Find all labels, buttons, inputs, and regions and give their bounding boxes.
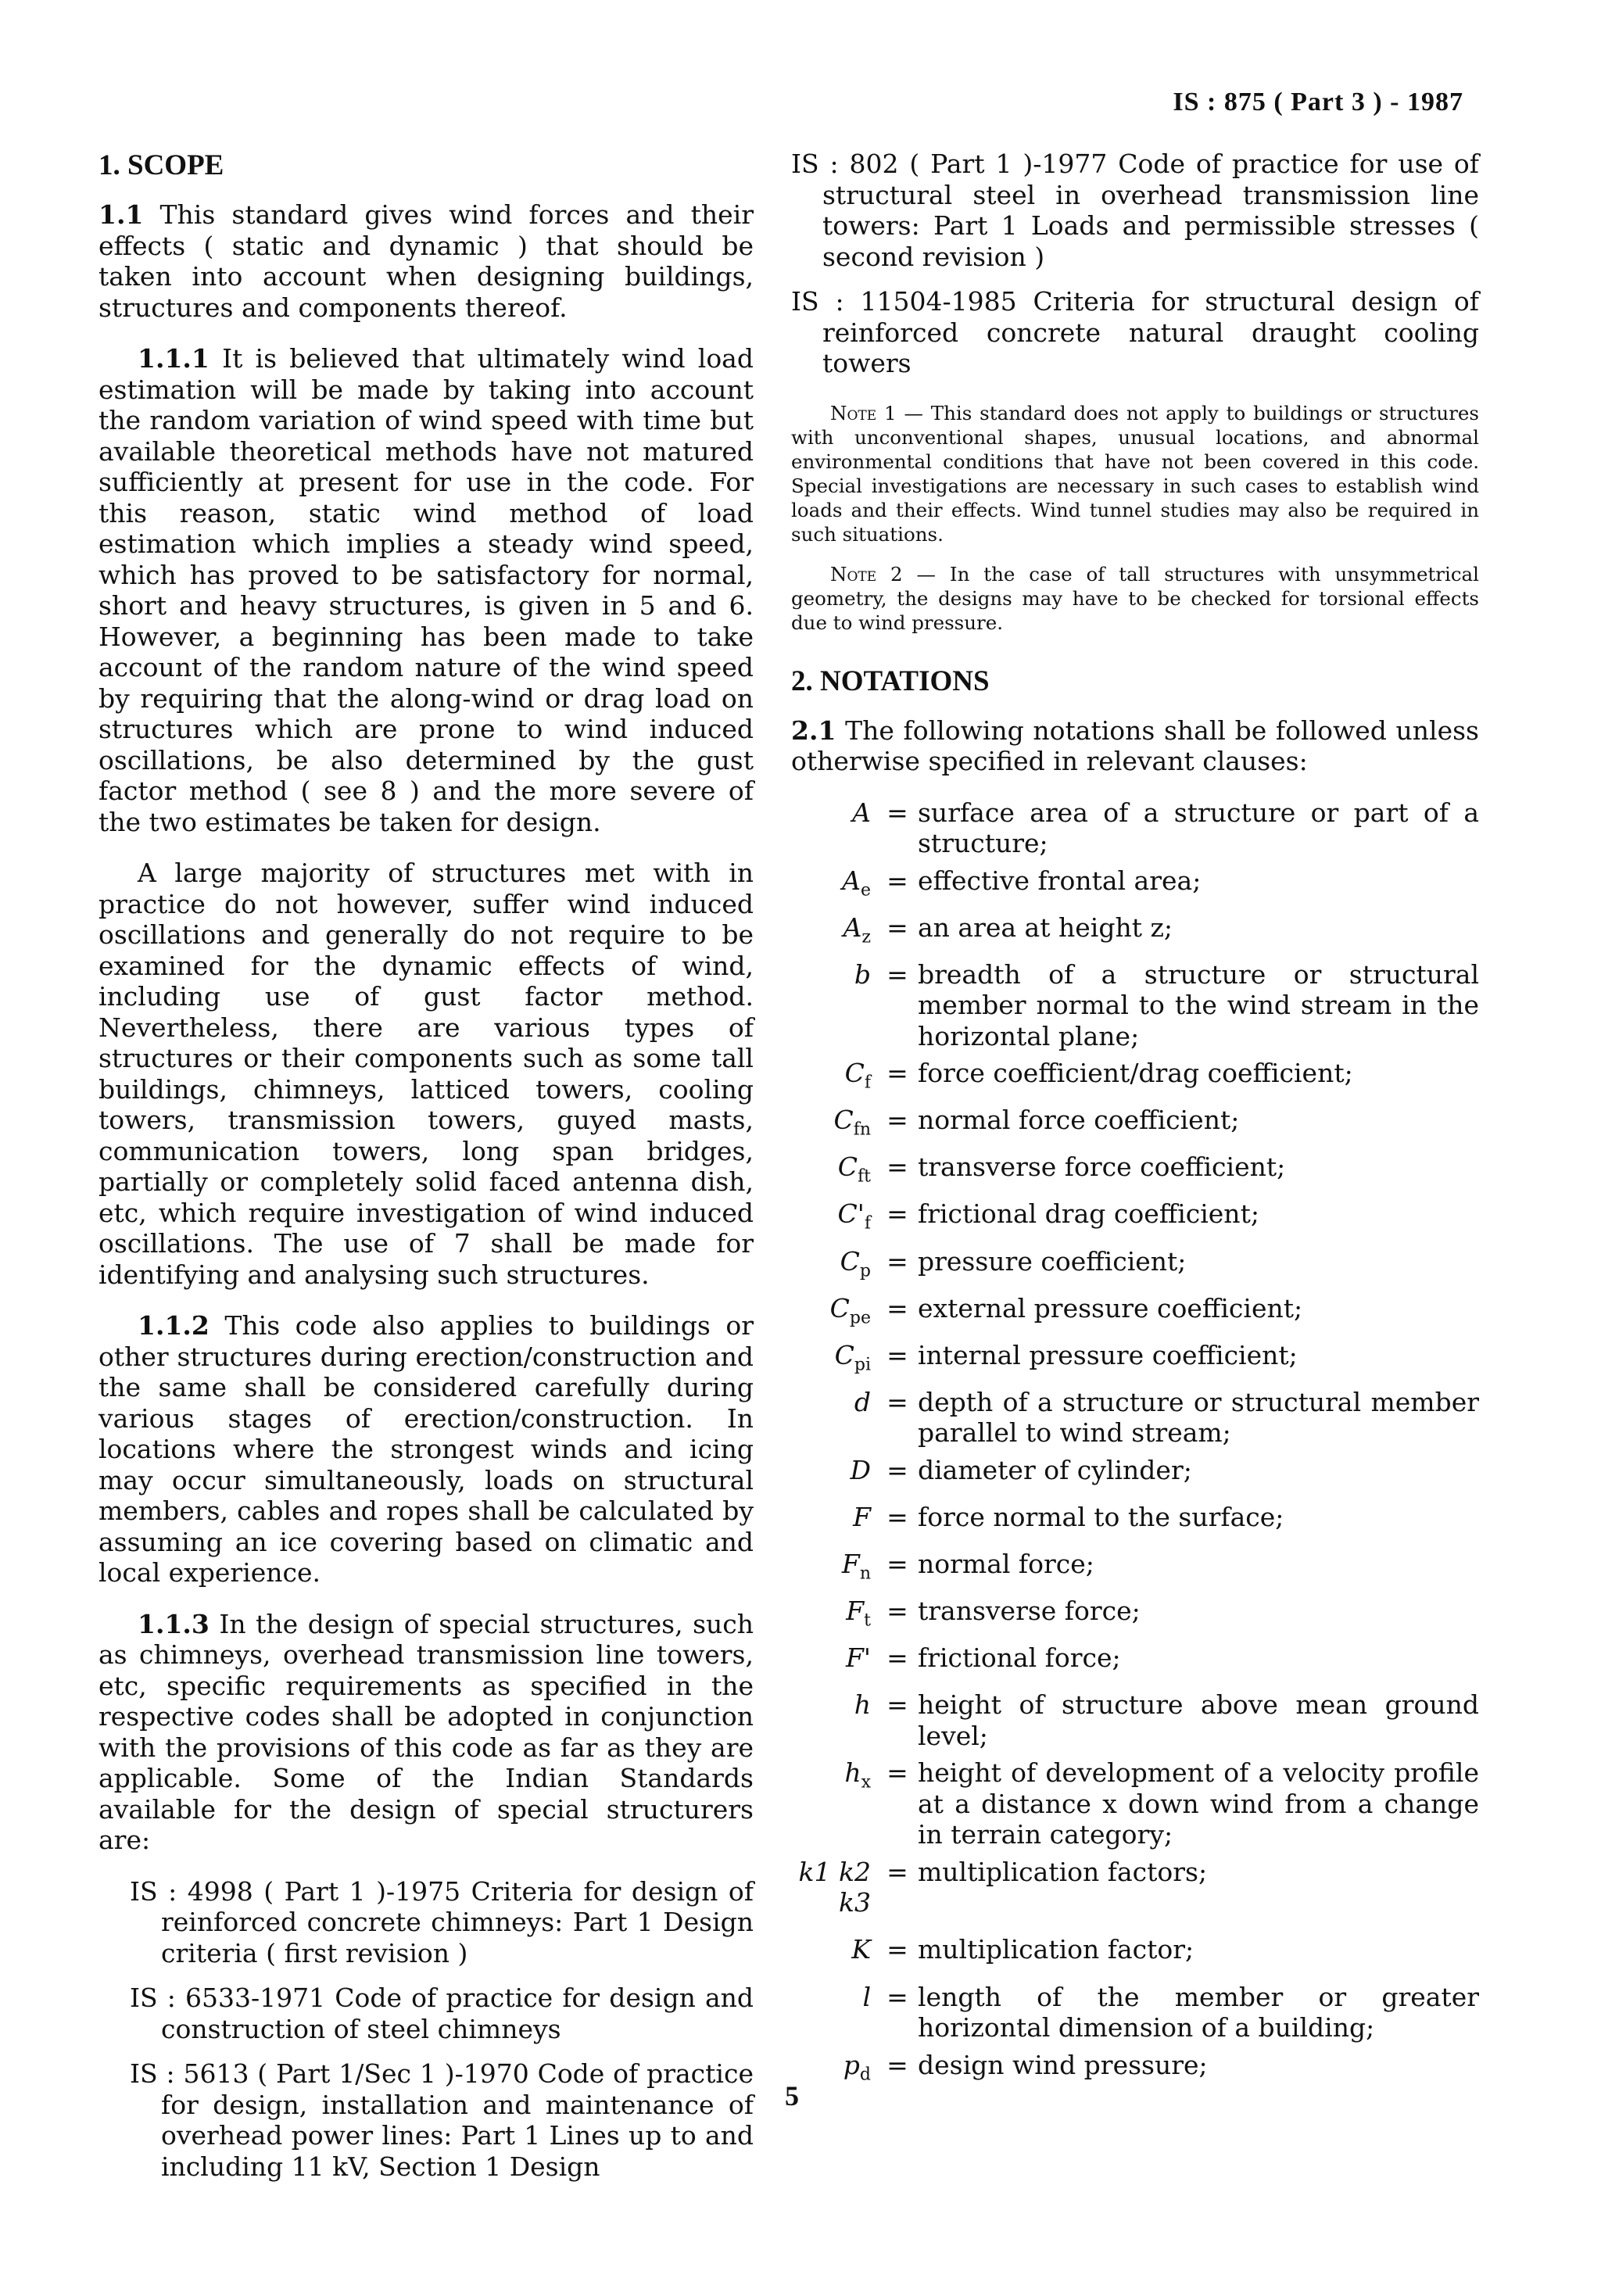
notation-symbol: $C_p$ [840,1245,871,1281]
notation-definition: breadth of a structure or structural member normal to the wind stream in the horizontal plane; [918,958,1479,1051]
equals-sign: = [886,865,908,896]
notation-definition: pressure coefficient; [918,1245,1187,1277]
notation-definition: length of the member or greater horizontal dimension of a building; [918,1981,1479,2043]
notation-symbol: $C_{ft}$ [837,1152,871,1187]
left-column [98,149,754,2204]
notation-definition: effective frontal area; [918,865,1202,896]
notation-symbol: $C_{fn}$ [833,1105,871,1140]
notation-definition: diameter of cylinder; [918,1454,1192,1485]
notation-definition: normal force coefficient; [918,1105,1240,1136]
clause-text: This code also applies to buildings or other structures during erection/construction and the same shall be considered carefully during various stages of erection/construction. In locations where the strongest winds and icing may occur simultaneously, loads on structural members, cables and ropes shall be calculated by assuming an ice covering based on climatic and local experience. [98,1310,754,1588]
notation-definition: an area at height z; [918,912,1173,943]
notation-row [791,1152,1479,1192]
equals-sign: = [886,1386,908,1417]
notation-definition: external pressure coefficient; [918,1292,1303,1324]
equals-sign: = [886,1501,908,1532]
notation-definition: surface area of a structure or part of a structure; [918,797,1479,858]
note-2 [791,562,1479,635]
notation-symbol: d [854,1386,871,1417]
notation-definition: height of structure above mean ground level; [918,1689,1479,1751]
equals-sign: = [886,1454,908,1485]
notation-row [791,1105,1479,1145]
notation-definition: multiplication factors; [918,1856,1208,1887]
notation-row [791,1502,1479,1542]
equals-sign: = [886,1292,908,1324]
note-1 [791,401,1479,546]
notation-row [791,1387,1479,1449]
notation-row [791,1642,1479,1683]
clause-text: The following notations shall be followed unless otherwise specified in relevant clauses: [791,715,1479,776]
notation-symbol: A [852,797,871,828]
equals-sign: = [886,1245,908,1277]
equals-sign: = [886,1596,908,1627]
notation-row [791,1549,1479,1589]
equals-sign: = [886,1058,908,1089]
standard-reference: IS : 11504-1985 Criteria for structural design of reinforced concrete natural draught cooling towers [791,286,1479,378]
notation-symbol: h [854,1689,871,1721]
right-column [791,149,1479,2097]
standards-list-right [791,149,1479,379]
clause-text: This standard gives wind forces and their effects ( static and dynamic ) that should be taken into account when designing buildings, structures and components thereof. [98,199,754,323]
equals-sign: = [886,1856,908,1887]
notation-definition: height of development of a velocity profile at a distance x down wind from a change in terrain category; [918,1757,1479,1850]
notation-definition: frictional force; [918,1642,1121,1674]
notation-row [791,959,1479,1052]
equals-sign: = [886,1757,908,1789]
clause-number: 2.1 [791,715,836,746]
notation-row [791,2050,1479,2090]
scope-heading: 1. SCOPE [98,149,224,181]
clause-number: 1.1 [98,199,144,230]
notation-row [791,1455,1479,1495]
notation-row [791,865,1479,906]
notation-definition: frictional drag coefficient; [918,1198,1259,1230]
notation-definition: force coefficient/drag coefficient; [918,1058,1353,1089]
clause-1-1-1 [98,343,754,837]
notation-symbol: F' [846,1642,871,1674]
clause-1-1 [98,199,754,323]
notation-row [791,1198,1479,1239]
notation-definition: transverse force coefficient; [918,1152,1286,1183]
clause-number: 1.1.3 [138,1608,210,1639]
notation-row [791,1982,1479,2043]
clause-1-1-3 [98,1609,754,1856]
notation-row [791,1757,1479,1850]
note-label: Note 1 [830,401,897,424]
notation-row [791,1058,1479,1098]
notation-symbol: $F_t$ [846,1596,871,1631]
equals-sign: = [886,1549,908,1580]
equals-sign: = [886,1339,908,1370]
equals-sign: = [886,1152,908,1183]
equals-sign: = [886,2049,908,2080]
equals-sign: = [886,1105,908,1136]
note-text: — In the case of tall structures with unsymmetrical geometry, the designs may have to be checked for torsional effects due to wind pressure. [791,562,1479,634]
clause-number: 1.1.2 [138,1310,210,1341]
notation-definition: transverse force; [918,1596,1141,1627]
standards-list-left [98,1876,754,2183]
equals-sign: = [886,1642,908,1674]
notation-definition: force normal to the surface; [918,1501,1284,1532]
notation-definition: internal pressure coefficient; [918,1339,1298,1370]
notation-symbol: b [854,958,871,990]
standard-reference: IS : 802 ( Part 1 )-1977 Code of practice for use of structural steel in overhead transmission line towers: Part 1 Loads and permissible stresses ( second revision ) [791,149,1479,272]
notation-symbol: $p_d$ [843,2049,871,2085]
clause-1-1-2 [98,1310,754,1589]
clause-text: It is believed that ultimately wind load estimation will be made by taking into account the random variation of wind speed with time but available theoretical methods have not matured sufficiently at present for use in the code. For this reason, static wind method of load estimation which implies a steady wind speed, which has proved to be satisfactory for normal, short and heavy structures, is given in 5 and 6. However, a beginning has been made to take account of the random nature of the wind speed by requiring that the along-wind or drag load on structures which are prone to wind induced oscillations, be also determined by the gust factor method ( see 8 ) and the more severe of the two estimates be taken for design. [98,343,754,837]
notation-symbol: $F_n$ [841,1549,871,1584]
notation-definition: depth of a structure or structural member parallel to wind stream; [918,1386,1479,1449]
equals-sign: = [886,797,908,828]
notation-row [791,1293,1479,1334]
equals-sign: = [886,958,908,990]
notation-symbol: K [851,1934,871,1965]
notations-heading: 2. NOTATIONS [791,664,990,697]
equals-sign: = [886,1934,908,1965]
notation-symbol: $h_x$ [844,1757,871,1793]
equals-sign: = [886,1981,908,2012]
clause-2-1 [791,715,1479,777]
notation-row [791,912,1479,953]
standard-reference: IS : 6533-1971 Code of practice for design and construction of steel chimneys [130,1983,754,2044]
clause-text: In the design of special structures, such as chimneys, overhead transmission line towers, etc, specific requirements as specified in the respective codes shall be adopted in conjunction with the provisions of this code as far as they are applicable. Some of the Indian Standards available for the design of special structurers are: [98,1608,754,1855]
clause-number: 1.1.1 [138,343,210,374]
notation-symbol: $C'_f$ [837,1198,871,1234]
notation-symbol: F [853,1501,871,1532]
notation-row [791,1596,1479,1636]
notation-row [791,1689,1479,1751]
note-label: Note 2 [830,562,903,586]
standard-header: IS : 875 ( Part 3 ) - 1987 [1173,88,1463,116]
equals-sign: = [886,912,908,943]
notation-definition: multiplication factor; [918,1934,1194,1965]
notation-row [791,1934,1479,1975]
notation-symbol: k1 k2 k3 [798,1856,871,1918]
notation-symbol: $C_f$ [844,1058,871,1093]
notation-symbol: $A_z$ [843,912,871,947]
equals-sign: = [886,1689,908,1721]
notation-symbol: $A_e$ [842,865,871,901]
paragraph-majority: A large majority of structures met with in practice do not however, suffer wind induced oscillations and generally do not require to be examined for the dynamic effects of wind, including use of gust factor method. Nevertheless, there are various types of structures or their components such as some tall buildings, chimneys, latticed towers, cooling towers, transmission towers, guyed masts, communication towers, long span bridges, partially or completely solid faced antenna dish, etc, which require investigation of wind induced oscillations. The use of 7 shall be made for identifying and analysing such structures. [98,858,754,1290]
note-text: — This standard does not apply to buildings or structures with unconventional shapes, unusual locations, and abnormal environmental conditions that have not been covered in this code. Special investigations are necessary in such cases to establish wind loads and their effects. Wind tunnel studies may also be required in such situations. [791,401,1479,546]
notation-list [791,797,1479,2090]
notation-row [791,1246,1479,1287]
notation-definition: design wind pressure; [918,2049,1208,2080]
equals-sign: = [886,1198,908,1230]
notation-symbol: l [862,1981,871,2012]
notation-row [791,1857,1479,1929]
page-number: 5 [785,2080,799,2112]
notation-symbol: $C_{pi}$ [834,1339,871,1375]
notation-definition: normal force; [918,1549,1094,1580]
standard-reference: IS : 5613 ( Part 1/Sec 1 )-1970 Code of practice for design, installation and maintenance of overhead power lines: Part 1 Lines up to and including 11 kV, Section 1 Design [130,2058,754,2182]
notation-symbol: D [850,1454,871,1485]
notation-row [791,797,1479,859]
notation-symbol: $C_{pe}$ [829,1292,871,1328]
notation-row [791,1340,1479,1381]
standard-reference: IS : 4998 ( Part 1 )-1975 Criteria for design of reinforced concrete chimneys: Part 1 Design criteria ( first revision ) [130,1875,754,1968]
